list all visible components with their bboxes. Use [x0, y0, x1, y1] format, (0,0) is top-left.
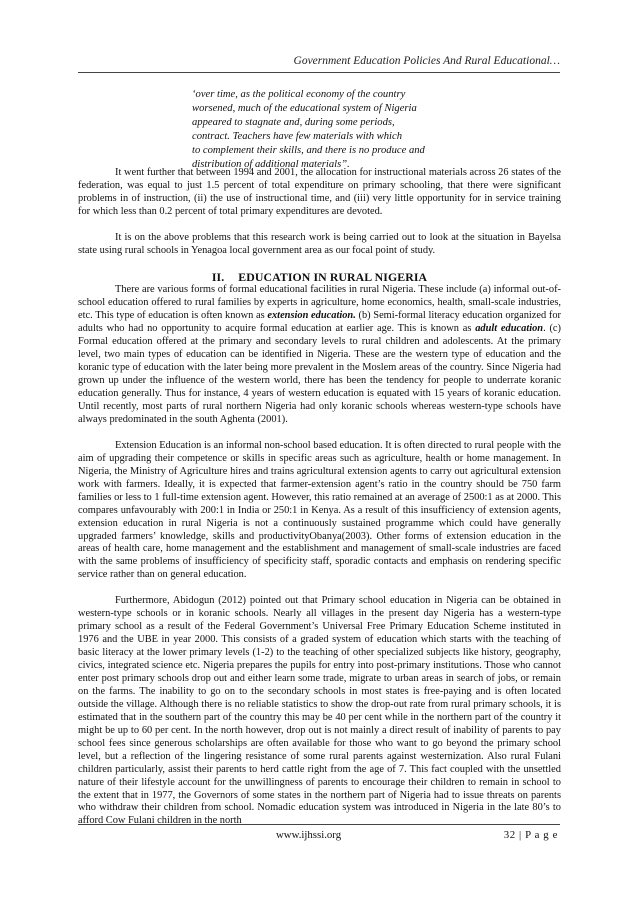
text-run: . (c) Formal education offered at the primary and secondary levels to rural children and adolescents. At the primary level, two main types of education can be identified in Nigeria. These are the western type of education and the koranic type of education with the later being more prevalent in the Moslem areas of the country. Since Nigeria had grown up under the influence of the western world, there has been the tendency for people to underrate koranic education generally. Thus for instance, 4 years of western education is equated with 15 years of koranic education. Until recently, most parts of rural northern Nigeria had only koranic schools whereas western-type schools have always predominated in the south Aghenta (2001).	[78, 323, 561, 425]
paragraph-allocation: It went further that between 1994 and 2001, the allocation for instructional materials across 26 states of the federation, was equal to just 1.5 percent of total expenditure on primary schooling, that there were significant problems in of instruction, (ii) the use of instructional time, and (iii) very little opportunity for in service training for which less than 0.2 percent of total primary expenditures are devoted.	[78, 167, 561, 217]
text-run: There are various forms of formal educational facilities in rural Nigeria. These include (a) informal out-of-school education offered to rural families by experts in agriculture, home economics, health, small-scale industries, etc. This type of education is often known as	[78, 284, 561, 322]
footer-page-number: 32 | P a g e	[503, 829, 558, 841]
paragraph-extension-education: Extension Education is an informal non-school based education. It is often directed to rural people with the aim of upgrading their competence or skills in specific areas such as agriculture, health or home management. In Nigeria, the Ministry of Agriculture hires and trains agricultural extension agents to carry out agricultural extension work with farmers. Ideally, it is expected that farmer-extension agent’s ratio in the country should be 750 farm families or less to 1 full-time extension agent. However, this ratio remained at an average of 2500:1 as at 2000. This compares unfavourably with 200:1 in India or 250:1 in Kenya. As a result of this insufficiency of extension agents, extension education in rural Nigeria is not a continuously sustained programme which could have generally upgraded farmers’ knowledge, skills and productivityObanya(2003). Other forms of extension education in the areas of health care, home management and the establishment and management of small-scale industries are faced with the same problems of insufficiency of specificity staff, sporadic contacts and emphasis on rendering specific service rather than on general education.	[78, 439, 561, 581]
footer-url: www.ijhssi.org	[276, 829, 342, 841]
quote-line: contract. Teachers have few materials with which	[192, 131, 402, 142]
paragraph-forms-of-education	[78, 284, 561, 426]
text-run: (b) Semi-formal literacy education organized for adults who had no opportunity to acquire formal education at earlier age. This is known as	[78, 310, 562, 335]
quote-line: worsened, much of the educational system of Nigeria	[192, 103, 417, 114]
quote-line: ‘over time, as the political economy of the country	[192, 89, 406, 100]
paragraph-primary-education: Furthermore, Abidogun (2012) pointed out that Primary school education in Nigeria can be obtained in western-type schools or in koranic schools. Nearly all villages in the present day Nigeria has a western-type primary school as a result of the Federal Government’s Universal Free Primary Education Scheme instituted in 1976 and the UBE in year 2000. This consists of a graded system of education which starts with the teaching of basic literacy at the lower primary levels (1-2) to the teaching of other specialized subjects like history, geography, civics, integrated science etc. Nigeria prepares the pupils for entry into post-primary institutions. Those who cannot enter post primary schools drop out and either learn some trade, migrate to urban areas in search of jobs, or remain on the farms. The inability to go on to the secondary schools in most states is free-paying and is often located outside the village. Although there is no reliable statistics to show the drop-out rate from rural primary schools, it is estimated that in the southern part of the country this may be 40 per cent while in the northern part of the country it might be up to 60 per cent. In the north however, drop out is not mainly a direct result of inability of parents to pay school fees since generous scholarships are often available for those who want to go beyond the primary school level, but a reflection of the lingering resistance of some rural parents against westernization. Also rural Fulani children particularly, assist their parents to herd cattle right from the age of 7. This fact coupled with the unsettled nature of their lifestyle account for the unwillingness of parents to encourage their children to remain in school to the extent that in 1977, the Governors of some states in the northern part of Nigeria had to issue threats on parents who withdraw their children from school. Nomadic education system was introduced in Nigeria in the late 80’s to afford Cow Fulani children in the north	[78, 595, 561, 827]
quote-line: to complement their skills, and there is no produce and	[192, 145, 425, 156]
header-rule	[78, 72, 560, 73]
block-quote	[192, 88, 492, 172]
body-text	[78, 167, 561, 841]
paragraph-research-focus: It is on the above problems that this research work is being carried out to look at the situation in Bayelsa state using rural schools in Yenagoa local government area as our focal point of study.	[78, 231, 561, 256]
term-adult-education: adult education	[475, 323, 544, 335]
footer-rule	[78, 824, 560, 825]
section-number: II.	[211, 269, 225, 284]
term-extension-education: extension education.	[267, 310, 356, 322]
quote-line: distribution of additional materials”.	[192, 159, 350, 170]
section-title: EDUCATION IN RURAL NIGERIA	[238, 269, 428, 284]
quote-line: appeared to stagnate and, during some periods,	[192, 117, 395, 128]
section-heading	[78, 271, 561, 284]
running-header-title: Government Education Policies And Rural Educational…	[293, 55, 560, 67]
